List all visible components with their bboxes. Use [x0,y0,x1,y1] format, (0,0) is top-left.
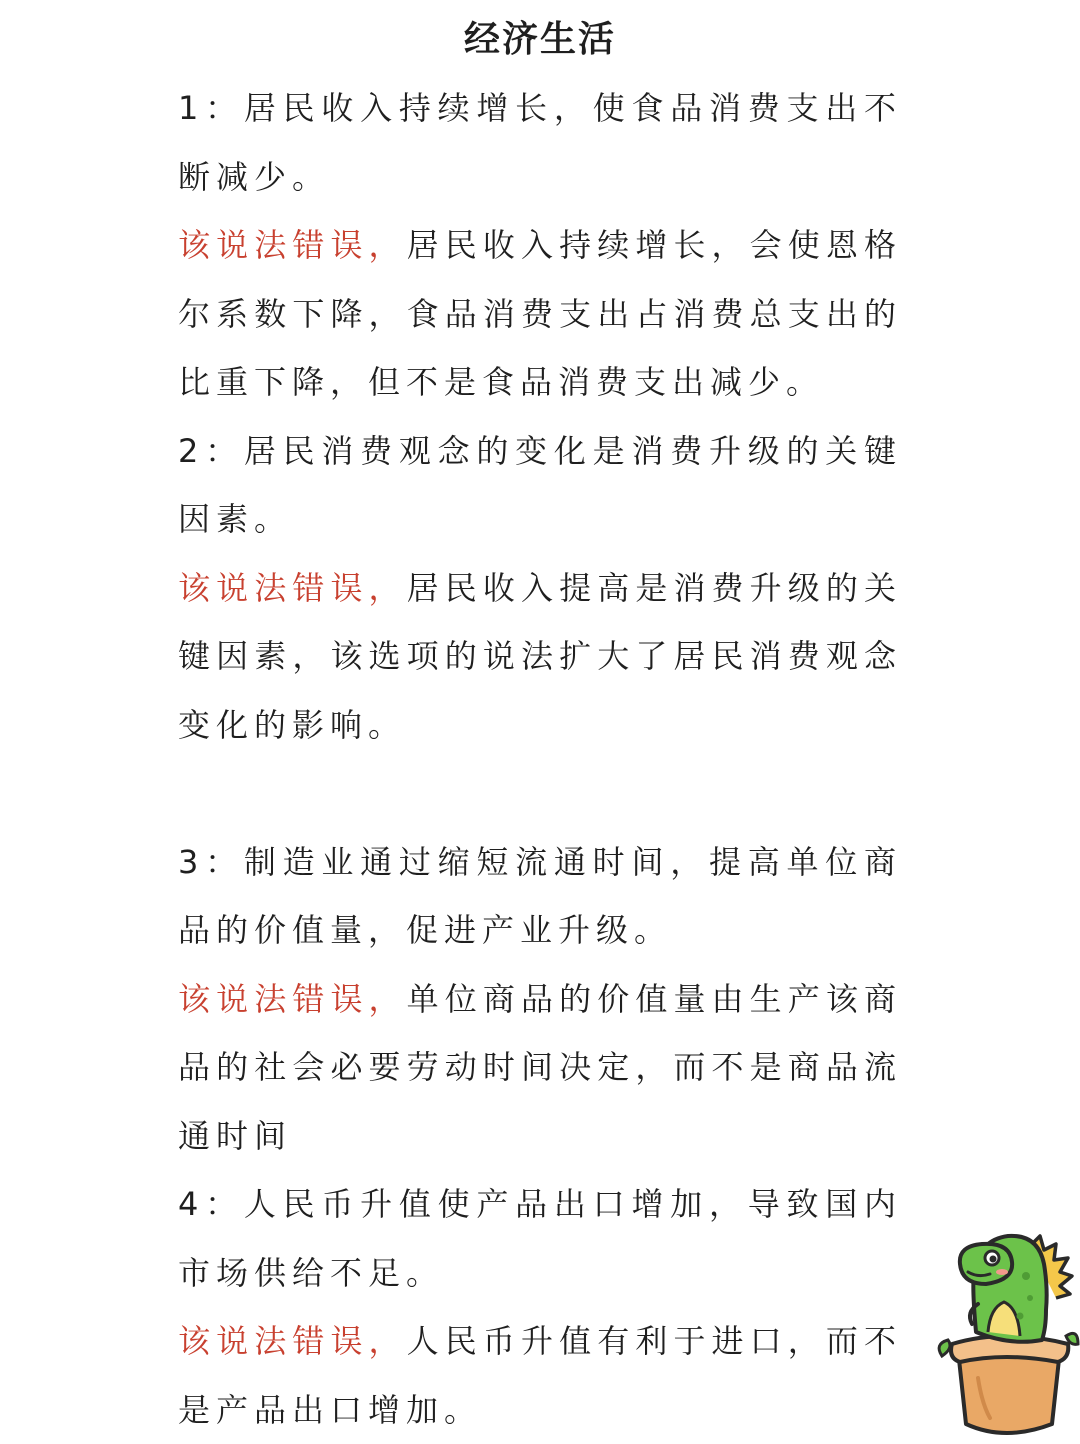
question-1: 1：居民收入持续增长，使食品消费支出不断减少。 [178,89,902,196]
cactus-dinosaur-icon [930,1228,1080,1439]
explanation-text: 单位商品的价值量由生产该商品的社会必要劳动时间决定，而不是商品流通时间 [178,979,902,1155]
paragraph-spacer [178,759,902,828]
page-title: 经济生活 [463,19,616,60]
article-body [178,74,902,1444]
answer-1 [178,211,902,417]
verdict-label: 该说法错误， [178,979,407,1018]
explanation-text: 居民收入提高是消费升级的关键因素，该选项的说法扩大了居民消费观念变化的影响。 [178,568,902,744]
explanation-text: 人民币升值有利于进口，而不是产品出口增加。 [178,1322,902,1429]
verdict-label: 该说法错误， [178,226,407,264]
question-4: 4：人民币升值使产品出口增加，导致国内市场供给不足。 [178,1185,902,1292]
answer-3 [178,965,902,1171]
answer-2 [178,554,902,760]
explanation-text: 居民收入持续增长，会使恩格尔系数下降，食品消费支出占消费总支出的比重下降，但不是食品消费支出减少。 [178,226,902,401]
verdict-label: 该说法错误， [178,1322,407,1360]
question-2: 2：居民消费观念的变化是消费升级的关键因素。 [178,431,902,538]
verdict-label: 该说法错误， [178,568,407,607]
question-3: 3：制造业通过缩短流通时间，提高单位商品的价值量，促进产业升级。 [178,842,902,949]
answer-4 [178,1307,902,1444]
